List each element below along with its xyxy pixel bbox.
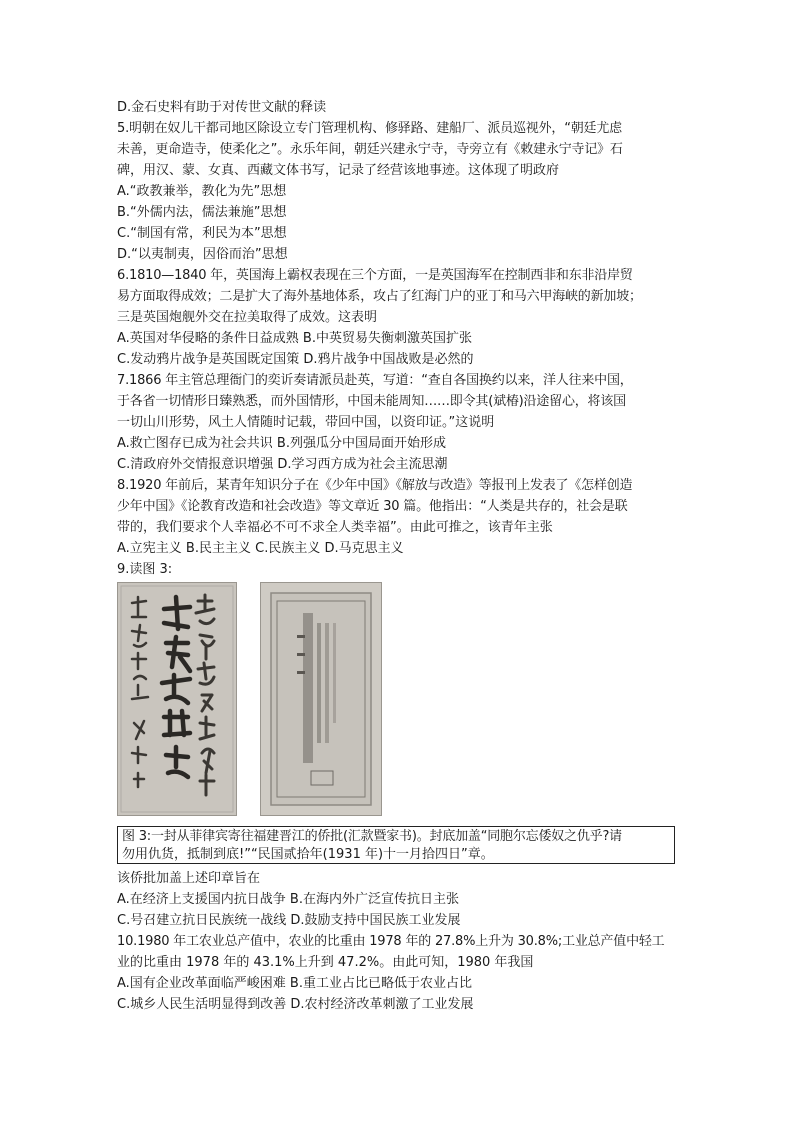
option-line: A.在经济上支援国内抗日战争 B.在海内外广泛宣传抗日主张 [117,892,459,907]
option-line: C.发动鸦片战争是英国既定国策 D.鸦片战争中国战败是必然的 [117,352,474,367]
text-line: 三是英国炮舰外交在拉美取得了成效。这表明 [117,310,378,325]
caption-line: 图 3:一封从菲律宾寄往福建晋江的侨批(汇款暨家书)。封底加盖“同胞尔忘倭奴之仇乎?请 [122,829,622,844]
stamp-envelope-image [261,583,381,815]
option-line: A.英国对华侵略的条件日益成熟 B.中英贸易失衡刺激英国扩张 [117,331,472,346]
text-line: 易方面取得成效；二是扩大了海外基地体系，攻占了红海门户的亚丁和马六甲海峡的新加坡； [117,289,642,304]
option-line: C.清政府外交情报意识增强 D.学习西方成为社会主流思潮 [117,457,448,472]
text-line: 5.明朝在奴儿干都司地区除设立专门管理机构、修驿路、建船厂、派员巡视外，“朝廷尤虑 [117,121,622,136]
text-line: 带的，我们要求个人幸福必不可不求全人类幸福”。由此可推之，该青年主张 [117,520,553,535]
text-line: 7.1866 年主管总理衙门的奕䜣奏请派员赴英，写道：“查自各国换约以来，洋人往来中国， [117,373,633,388]
text-line: 于各省一切情形日臻熟悉，而外国情形，中国未能周知……即令其(斌椿)沿途留心，将该国 [117,394,626,409]
questions-bottom [117,868,687,1015]
handwriting-image [118,583,236,815]
figure-3 [117,582,382,814]
option-line: C.城乡人民生活明显得到改善 D.农村经济改革刺激了工业发展 [117,997,474,1012]
text-line: D.金石史料有助于对传世文献的释读 [117,100,327,115]
option-line: A.立宪主义 B.民主主义 C.民族主义 D.马克思主义 [117,541,404,556]
text-line: 10.1980 年工农业总产值中，农业的比重由 1978 年的 27.8%上升为 30.8%;工业总产值中轻工 [117,934,665,949]
envelope-front-photo [117,582,237,816]
option-line: A.“政教兼举，教化为先”思想 [117,184,287,199]
option-line: B.“外儒内法，儒法兼施”思想 [117,205,287,220]
option-line: C.号召建立抗日民族统一战线 D.鼓励支持中国民族工业发展 [117,913,461,928]
text-line: 6.1810—1840 年，英国海上霸权表现在三个方面，一是英国海军在控制西非和东非沿岸贸 [117,268,633,283]
questions-top [117,97,687,580]
figure-caption [117,826,675,864]
text-line: 少年中国》《论教育改造和社会改造》等文章近 30 篇。他指出：“人类是共存的，社会是联 [117,499,628,514]
option-line: A.国有企业改革面临严峻困难 B.重工业占比已略低于农业占比 [117,976,472,991]
text-line: 碑，用汉、蒙、女真、西藏文体书写，记录了经营该地事迹。这体现了明政府 [117,163,560,178]
option-line: A.救亡图存已成为社会共识 B.列强瓜分中国局面开始形成 [117,436,446,451]
text-line: 8.1920 年前后，某青年知识分子在《少年中国》《解放与改造》等报刊上发表了《怎样创造 [117,478,633,493]
text-line: 一切山川形势，风土人情随时记载，带回中国，以资印证。”这说明 [117,415,495,430]
envelope-back-photo [260,582,382,816]
text-line: 该侨批加盖上述印章旨在 [117,871,261,886]
option-line: C.“制国有常，利民为本”思想 [117,226,287,241]
text-line: 9.读图 3: [117,562,173,577]
text-line: 业的比重由 1978 年的 43.1%上升到 47.2%。由此可知，1980 年我国 [117,955,534,970]
caption-line: 勿用仇货，抵制到底!”“民国贰拾年(1931 年)十一月拾四日”章。 [122,847,494,862]
text-line: 未善，更命造寺，使柔化之”。永乐年间，朝廷兴建永宁寺，寺旁立有《敕建永宁寺记》石 [117,142,623,157]
option-line: D.“以夷制夷，因俗而治”思想 [117,247,288,262]
